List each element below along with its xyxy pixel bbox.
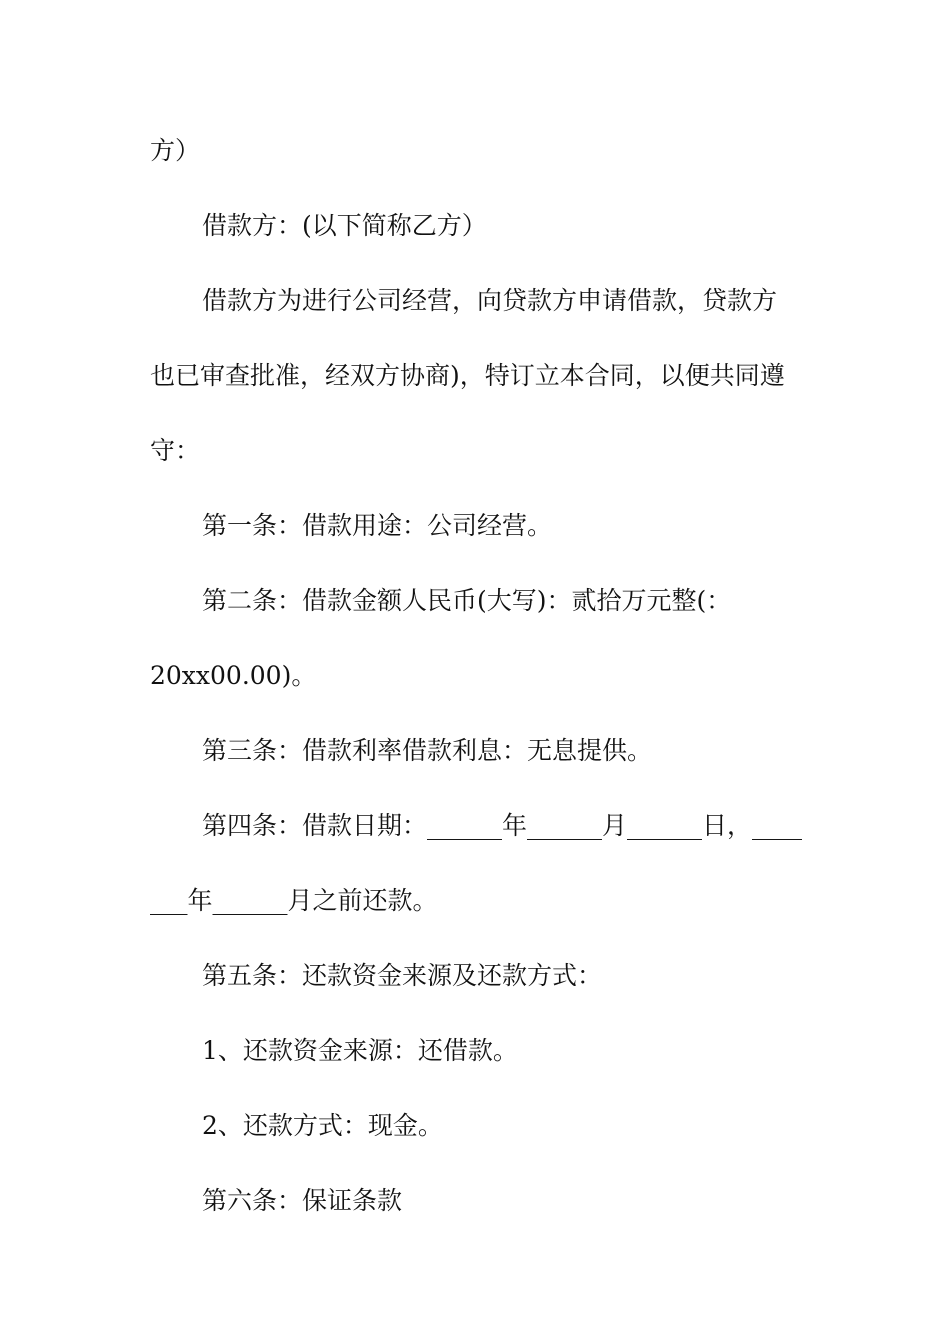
text-line-preamble-2: 也已审查批准，经双方协商)，特订立本合同，以便共同遵: [150, 361, 785, 390]
article-2: 第二条：借款金额人民币(大写)：贰拾万元整(：: [202, 586, 732, 615]
text-line-party-a-end: 方）: [150, 136, 201, 165]
article-6: 第六条：保证条款: [202, 1186, 403, 1215]
text-line-preamble-3: 守：: [150, 436, 201, 465]
text-line-preamble-1: 借款方为进行公司经营，向贷款方申请借款，贷款方: [202, 286, 778, 315]
article-5-item-2: 2、还款方式：现金。: [202, 1111, 443, 1140]
article-5-item-1: 1、还款资金来源：还借款。: [202, 1036, 518, 1065]
article-4: 第四条：借款日期：______年______月______日，____: [202, 811, 803, 840]
article-4-continued: ___年______月之前还款。: [150, 886, 438, 915]
article-2-continued: 20xx00.00)。: [150, 661, 317, 690]
article-1: 第一条：借款用途：公司经营。: [202, 511, 553, 540]
text-line-borrower: 借款方：(以下简称乙方）: [202, 211, 487, 240]
article-3: 第三条：借款利率借款利息：无息提供。: [202, 736, 653, 765]
article-5: 第五条：还款资金来源及还款方式：: [202, 961, 603, 990]
